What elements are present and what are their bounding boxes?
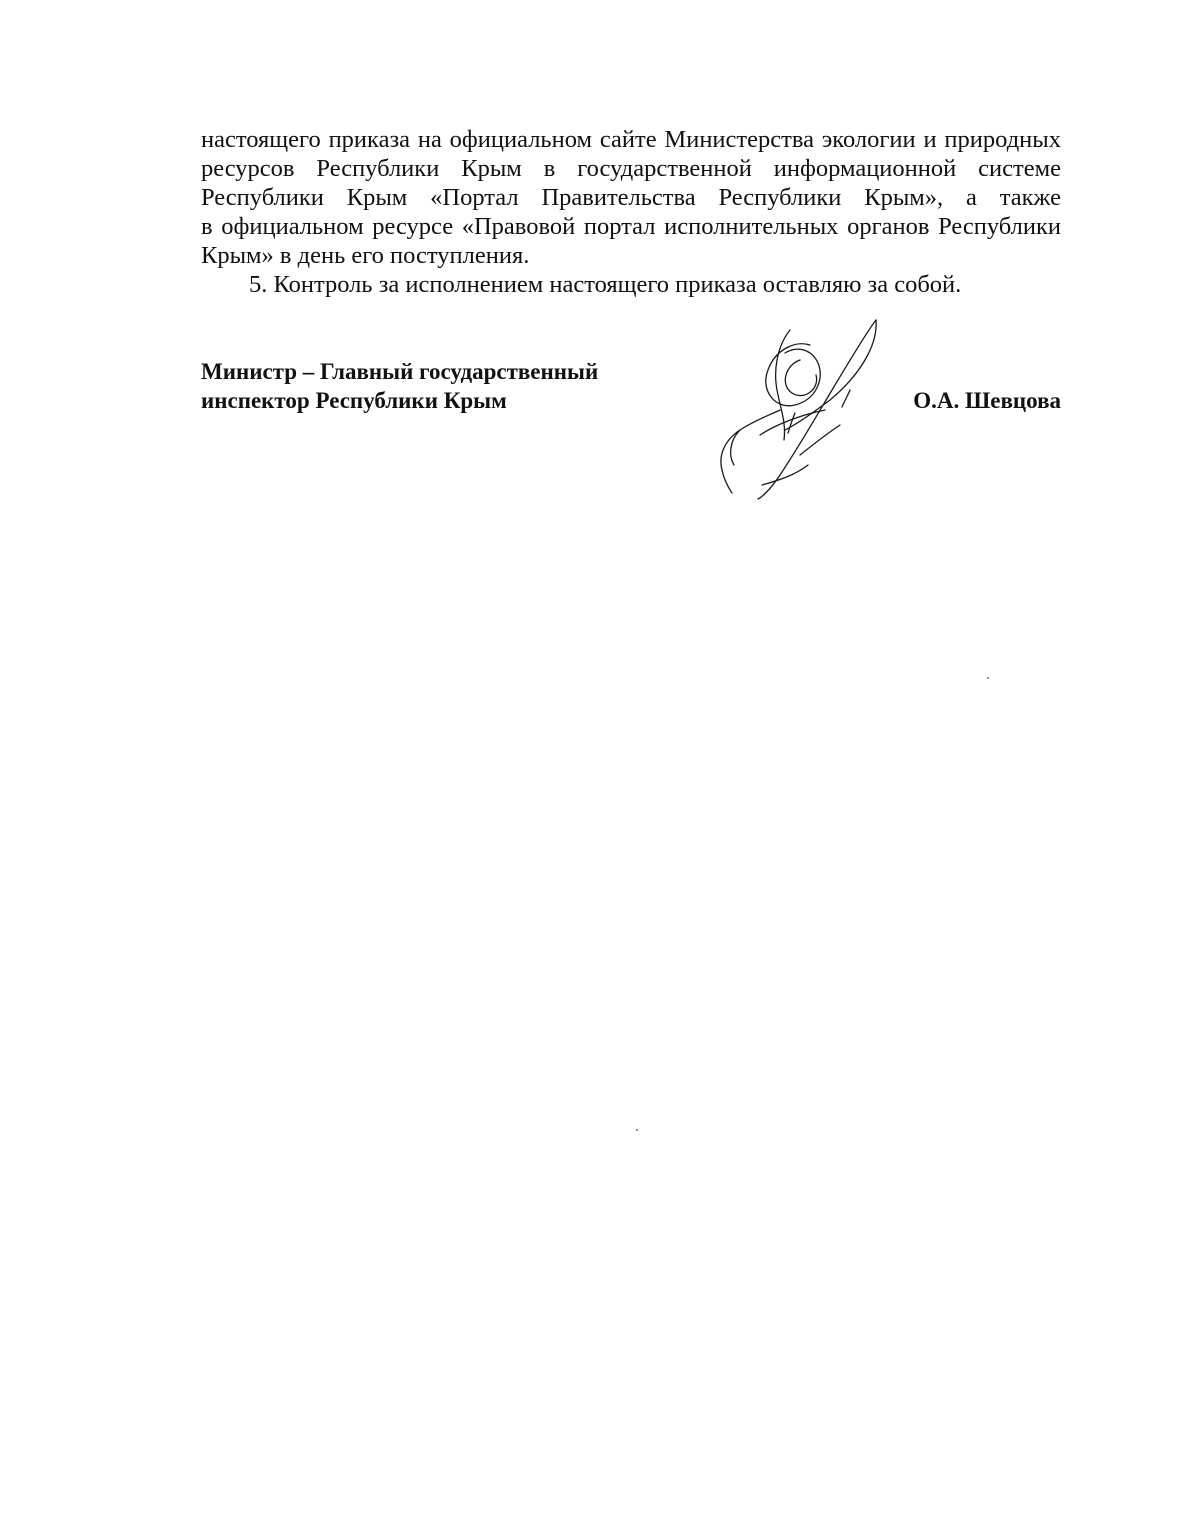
signatory-position-line-2: инспектор Республики Крым: [201, 388, 507, 413]
signatory-position: [201, 357, 598, 415]
scan-speck: [636, 1129, 638, 1131]
paragraph-line-2: ресурсов Республики Крым в государственной информационной системе: [201, 155, 1061, 182]
signatory-name: О.А. Шевцова: [913, 388, 1061, 413]
paragraph-line-5: Крым» в день его поступления.: [201, 242, 530, 269]
scan-speck: [987, 677, 989, 679]
document-body-text: [201, 125, 1061, 299]
signatory-position-line-1: Министр – Главный государственный: [201, 359, 599, 384]
paragraph-line-3: Республики Крым «Портал Правительства Республики Крым», а также: [201, 184, 1061, 211]
paragraph-line-1: настоящего приказа на официальном сайте Министерства экологии и природных: [201, 126, 1061, 153]
handwritten-signature: [700, 315, 890, 500]
paragraph-line-4: в официальном ресурсе «Правовой портал исполнительных органов Республики: [201, 213, 1061, 240]
signature-block: [201, 357, 1061, 517]
clause-5-text: 5. Контроль за исполнением настоящего приказа оставляю за собой.: [249, 271, 962, 298]
